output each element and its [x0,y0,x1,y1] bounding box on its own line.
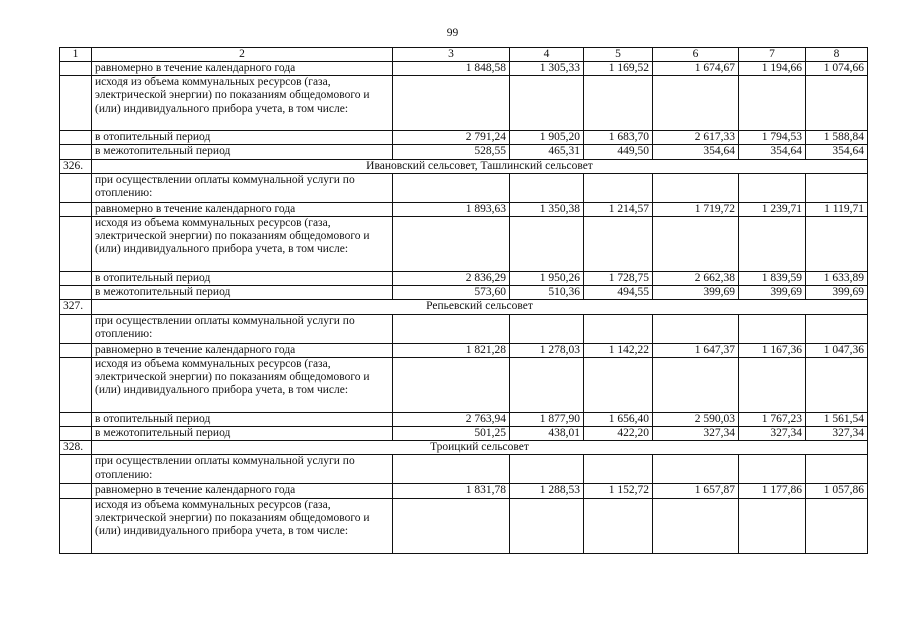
header-cell: 7 [739,48,806,62]
value-cell [739,173,806,202]
value-cell [739,498,806,553]
value-cell: 1 839,59 [739,272,806,286]
table-row [60,412,868,426]
table-row [60,173,868,202]
value-cell: 1 683,70 [584,131,653,145]
value-cell [653,314,739,343]
value-cell [653,455,739,484]
value-cell [584,173,653,202]
section-name: Троицкий сельсовет [92,441,868,455]
table-row [60,76,868,131]
table-row [60,131,868,145]
row-label: в отопительный период [92,272,393,286]
value-cell: 1 657,87 [653,484,739,498]
table-row [60,202,868,216]
value-cell: 1 821,28 [393,343,510,357]
table-row [60,145,868,159]
value-cell: 1 719,72 [653,202,739,216]
row-index-cell [60,272,92,286]
value-cell: 1 647,37 [653,343,739,357]
value-cell [393,357,510,412]
value-cell [393,173,510,202]
value-cell: 399,69 [806,286,868,300]
row-label: в межотопительный период [92,427,393,441]
tariff-table [59,47,868,554]
value-cell [510,357,584,412]
value-cell [393,498,510,553]
value-cell [806,357,868,412]
value-cell [510,217,584,272]
section-name: Репьевский сельсовет [92,300,868,314]
value-cell: 399,69 [739,286,806,300]
header-row [60,48,868,62]
value-cell [653,498,739,553]
value-cell: 354,64 [806,145,868,159]
value-cell [806,76,868,131]
row-index-cell [60,498,92,553]
row-index-cell [60,455,92,484]
value-cell: 1 588,84 [806,131,868,145]
row-label: в межотопительный период [92,286,393,300]
header-cell: 2 [92,48,393,62]
value-cell: 422,20 [584,427,653,441]
value-cell: 327,34 [739,427,806,441]
row-label: в отопительный период [92,412,393,426]
value-cell: 327,34 [653,427,739,441]
header-cell: 8 [806,48,868,62]
table-row [60,286,868,300]
row-index-cell [60,343,92,357]
row-label: равномерно в течение календарного года [92,62,393,76]
value-cell: 438,01 [510,427,584,441]
value-cell: 573,60 [393,286,510,300]
value-cell: 354,64 [739,145,806,159]
row-index-cell [60,173,92,202]
value-cell [393,217,510,272]
header-cell: 4 [510,48,584,62]
row-label: исходя из объема коммунальных ресурсов (газа, электрической энергии) по показаниям общедомового и (или) индивидуального прибора учета, в том числе: [92,498,393,553]
section-header-row [60,300,868,314]
value-cell: 1 288,53 [510,484,584,498]
value-cell [806,173,868,202]
value-cell [653,76,739,131]
value-cell: 1 950,26 [510,272,584,286]
value-cell: 1 047,36 [806,343,868,357]
value-cell: 399,69 [653,286,739,300]
value-cell: 1 074,66 [806,62,868,76]
value-cell [510,455,584,484]
table-row [60,427,868,441]
value-cell: 494,55 [584,286,653,300]
value-cell: 1 350,38 [510,202,584,216]
value-cell: 1 278,03 [510,343,584,357]
value-cell [739,314,806,343]
value-cell [584,314,653,343]
row-index-cell [60,145,92,159]
row-index-cell [60,484,92,498]
value-cell: 1 767,23 [739,412,806,426]
value-cell [739,357,806,412]
row-label: в отопительный период [92,131,393,145]
value-cell: 1 831,78 [393,484,510,498]
table-row [60,272,868,286]
section-number: 326. [60,159,92,173]
value-cell [653,357,739,412]
value-cell: 354,64 [653,145,739,159]
table-row [60,484,868,498]
value-cell: 2 836,29 [393,272,510,286]
value-cell: 501,25 [393,427,510,441]
section-header-row [60,159,868,173]
value-cell: 1 877,90 [510,412,584,426]
value-cell [653,173,739,202]
row-index-cell [60,202,92,216]
value-cell: 1 848,58 [393,62,510,76]
section-name: Ивановский сельсовет, Ташлинский сельсовет [92,159,868,173]
value-cell: 1 674,67 [653,62,739,76]
value-cell: 1 167,36 [739,343,806,357]
section-number: 328. [60,441,92,455]
table-row [60,357,868,412]
row-index-cell [60,286,92,300]
row-label: равномерно в течение календарного года [92,202,393,216]
value-cell: 1 169,52 [584,62,653,76]
row-index-cell [60,76,92,131]
value-cell: 2 791,24 [393,131,510,145]
value-cell: 1 305,33 [510,62,584,76]
value-cell [806,217,868,272]
row-index-cell [60,62,92,76]
row-label: равномерно в течение календарного года [92,484,393,498]
value-cell: 528,55 [393,145,510,159]
row-label: исходя из объема коммунальных ресурсов (газа, электрической энергии) по показаниям общедомового и (или) индивидуального прибора учета, в том числе: [92,217,393,272]
value-cell [584,357,653,412]
value-cell [510,498,584,553]
value-cell: 1 239,71 [739,202,806,216]
header-cell: 3 [393,48,510,62]
row-index-cell [60,427,92,441]
value-cell [393,314,510,343]
value-cell [653,217,739,272]
value-cell [739,217,806,272]
value-cell: 1 794,53 [739,131,806,145]
value-cell [806,455,868,484]
value-cell [393,76,510,131]
row-label: при осуществлении оплаты коммунальной услуги по отоплению: [92,314,393,343]
value-cell: 1 152,72 [584,484,653,498]
value-cell [584,217,653,272]
table-row [60,498,868,553]
header-cell: 5 [584,48,653,62]
value-cell [510,314,584,343]
page-number: 99 [446,27,459,39]
header-cell: 1 [60,48,92,62]
value-cell: 1 561,54 [806,412,868,426]
value-cell: 1 214,57 [584,202,653,216]
value-cell [510,76,584,131]
value-cell: 1 893,63 [393,202,510,216]
value-cell: 1 656,40 [584,412,653,426]
header-cell: 6 [653,48,739,62]
value-cell [739,76,806,131]
section-number: 327. [60,300,92,314]
value-cell: 510,36 [510,286,584,300]
table-row [60,343,868,357]
value-cell: 2 662,38 [653,272,739,286]
value-cell: 1 728,75 [584,272,653,286]
row-index-cell [60,314,92,343]
table-row [60,217,868,272]
value-cell: 465,31 [510,145,584,159]
row-label: равномерно в течение календарного года [92,343,393,357]
value-cell: 1 119,71 [806,202,868,216]
table-row [60,314,868,343]
value-cell: 1 177,86 [739,484,806,498]
value-cell: 2 590,03 [653,412,739,426]
value-cell [584,498,653,553]
row-label: исходя из объема коммунальных ресурсов (газа, электрической энергии) по показаниям общедомового и (или) индивидуального прибора учета, в том числе: [92,76,393,131]
row-index-cell [60,131,92,145]
value-cell: 327,34 [806,427,868,441]
value-cell [510,173,584,202]
value-cell: 1 057,86 [806,484,868,498]
value-cell: 449,50 [584,145,653,159]
value-cell [584,76,653,131]
value-cell: 2 763,94 [393,412,510,426]
row-label: исходя из объема коммунальных ресурсов (газа, электрической энергии) по показаниям общедомового и (или) индивидуального прибора учета, в том числе: [92,357,393,412]
value-cell [393,455,510,484]
value-cell [739,455,806,484]
row-index-cell [60,357,92,412]
section-header-row [60,441,868,455]
table-row [60,62,868,76]
row-index-cell [60,217,92,272]
value-cell [806,498,868,553]
row-label: при осуществлении оплаты коммунальной услуги по отоплению: [92,455,393,484]
table-body [60,48,868,554]
value-cell: 1 633,89 [806,272,868,286]
value-cell: 1 905,20 [510,131,584,145]
row-label: в межотопительный период [92,145,393,159]
row-label: при осуществлении оплаты коммунальной услуги по отоплению: [92,173,393,202]
row-index-cell [60,412,92,426]
value-cell: 2 617,33 [653,131,739,145]
table-row [60,455,868,484]
value-cell [806,314,868,343]
value-cell: 1 142,22 [584,343,653,357]
value-cell: 1 194,66 [739,62,806,76]
value-cell [584,455,653,484]
